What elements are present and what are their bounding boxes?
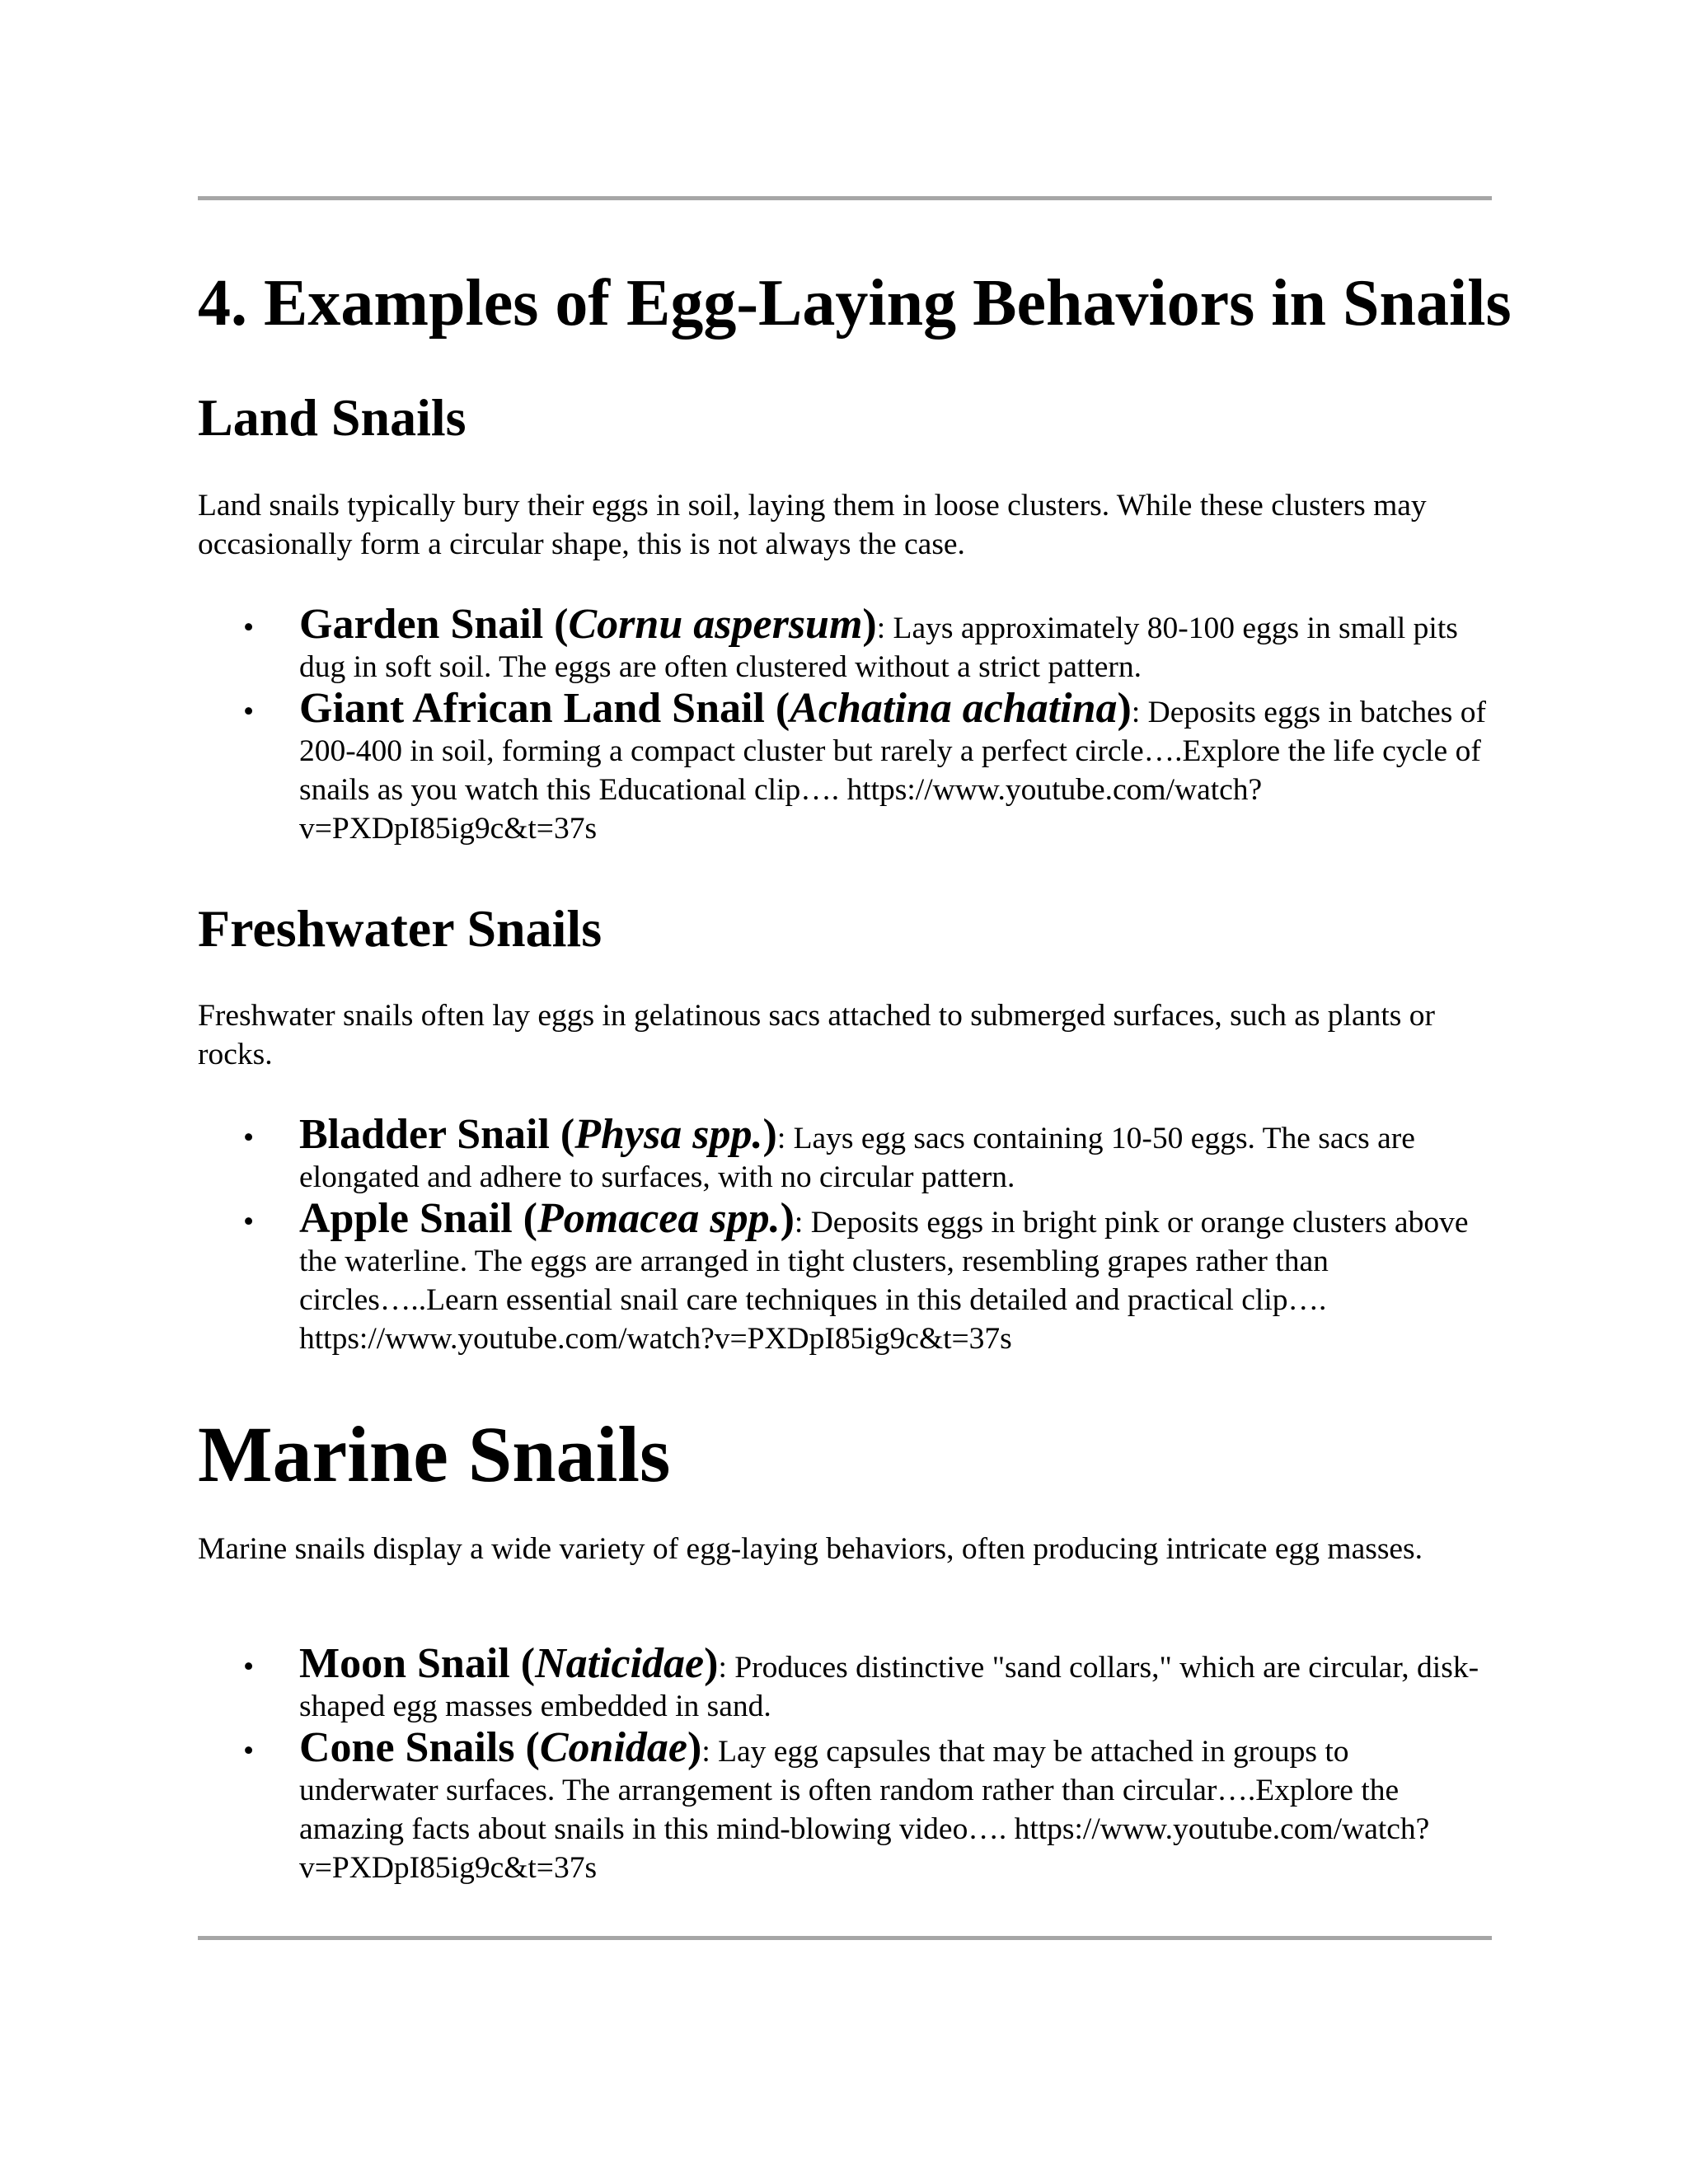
species-description: Deposits eggs in bright pink or orange clusters above the waterline. The eggs are arranged in tight clusters, resembling grapes rather than circles…..Learn essential snail care techniques in this detailed and practical clip…. https://www.youtube.com/watch?v=PXDpI85ig9c&t=37s: [299, 1206, 1469, 1356]
bullet-icon: •: [243, 1121, 255, 1155]
list-item: • Apple Snail (Pomacea spp.): Deposits eggs in bright pink or orange clusters above the waterline. The eggs are arranged in tight clusters, resembling grapes rather than circles…..Learn essential snail care techniques in this detailed and practical clip…. https://www.youtube.com/watch?v=PXDpI85ig9c&t=37s: [243, 1195, 1469, 1356]
freshwater-snails-heading: Freshwater Snails: [198, 899, 603, 958]
species-description: Produces distinctive "sand collars," which are circular, disk-shaped egg masses embedded in sand.: [299, 1651, 1479, 1723]
list-item: • Bladder Snail (Physa spp.): Lays egg sacs containing 10-50 eggs. The sacs are elongated and adhere to surfaces, with no circular pattern.: [243, 1111, 1415, 1194]
top-horizontal-rule: [198, 196, 1492, 200]
land-snails-list: [198, 601, 1492, 850]
scientific-name: Achatina achatina: [790, 685, 1118, 732]
bullet-icon: •: [243, 695, 255, 729]
land-snails-intro: Land snails typically bury their eggs in soil, laying them in loose clusters. While these clusters may occasionally form a circular shape, this is not always the case.: [198, 489, 1427, 561]
scientific-name: Conidae: [539, 1724, 687, 1771]
scientific-name: Pomacea spp.: [537, 1195, 781, 1242]
freshwater-snails-intro: Freshwater snails often lay eggs in gelatinous sacs attached to submerged surfaces, such as plants or rocks.: [198, 999, 1435, 1071]
bullet-icon: •: [243, 1734, 255, 1768]
species-name: Cone Snails (Conidae): [299, 1724, 702, 1771]
species-description: Lays approximately 80-100 eggs in small pits dug in soft soil. The eggs are often clustered without a strict pattern.: [299, 612, 1458, 684]
land-snails-heading: Land Snails: [198, 388, 467, 447]
species-name: Garden Snail (Cornu aspersum): [299, 601, 877, 648]
species-name: Moon Snail (Naticidae): [299, 1640, 719, 1687]
bullet-icon: •: [243, 1205, 255, 1239]
section-heading: 4. Examples of Egg-Laying Behaviors in Snails: [198, 267, 1512, 340]
species-description: Lay egg capsules that may be attached in groups to underwater surfaces. The arrangement is often random rather than circular….Explore the amazing facts about snails in this mind-blowing video…. https://www.youtube.com/watch?v=PXDpI85ig9c&t=37s: [299, 1735, 1430, 1885]
species-name: Apple Snail (Pomacea spp.): [299, 1195, 795, 1242]
marine-snails-list: [198, 1640, 1492, 1889]
list-item: • Garden Snail (Cornu aspersum): Lays approximately 80-100 eggs in small pits dug in soft soil. The eggs are often clustered without a strict pattern.: [243, 601, 1458, 684]
marine-snails-intro: Marine snails display a wide variety of egg-laying behaviors, often producing intricate egg masses.: [198, 1532, 1423, 1566]
scientific-name: Cornu aspersum: [568, 601, 863, 648]
list-item: • Giant African Land Snail (Achatina achatina): Deposits eggs in batches of 200-400 in soil, forming a compact cluster but rarely a perfect circle….Explore the life cycle of snails as you watch this Educational clip…. https://www.youtube.com/watch?v=PXDpI85ig9c&t=37s: [243, 685, 1487, 846]
list-item: • Cone Snails (Conidae): Lay egg capsules that may be attached in groups to underwater surfaces. The arrangement is often random rather than circular….Explore the amazing facts about snails in this mind-blowing video…. https://www.youtube.com/watch?v=PXDpI85ig9c&t=37s: [243, 1724, 1430, 1885]
list-item: • Moon Snail (Naticidae): Produces distinctive "sand collars," which are circular, disk-shaped egg masses embedded in sand.: [243, 1640, 1479, 1723]
bullet-icon: •: [243, 1650, 255, 1684]
scientific-name: Physa spp.: [574, 1111, 763, 1158]
species-name: Bladder Snail (Physa spp.): [299, 1111, 777, 1158]
bullet-icon: •: [243, 611, 255, 644]
species-description: Deposits eggs in batches of 200-400 in soil, forming a compact cluster but rarely a perfect circle….Explore the life cycle of snails as you watch this Educational clip…. https://www.youtube.com/watch?v=PXDpI85ig9c&t=37s: [299, 696, 1487, 846]
scientific-name: Naticidae: [535, 1640, 705, 1687]
species-description: Lays egg sacs containing 10-50 eggs. The sacs are elongated and adhere to surfaces, with no circular pattern.: [299, 1122, 1415, 1194]
species-name: Giant African Land Snail (Achatina achatina): [299, 685, 1132, 732]
bottom-horizontal-rule: [198, 1936, 1492, 1940]
marine-snails-heading: Marine Snails: [198, 1410, 671, 1498]
freshwater-snails-list: [198, 1111, 1492, 1360]
